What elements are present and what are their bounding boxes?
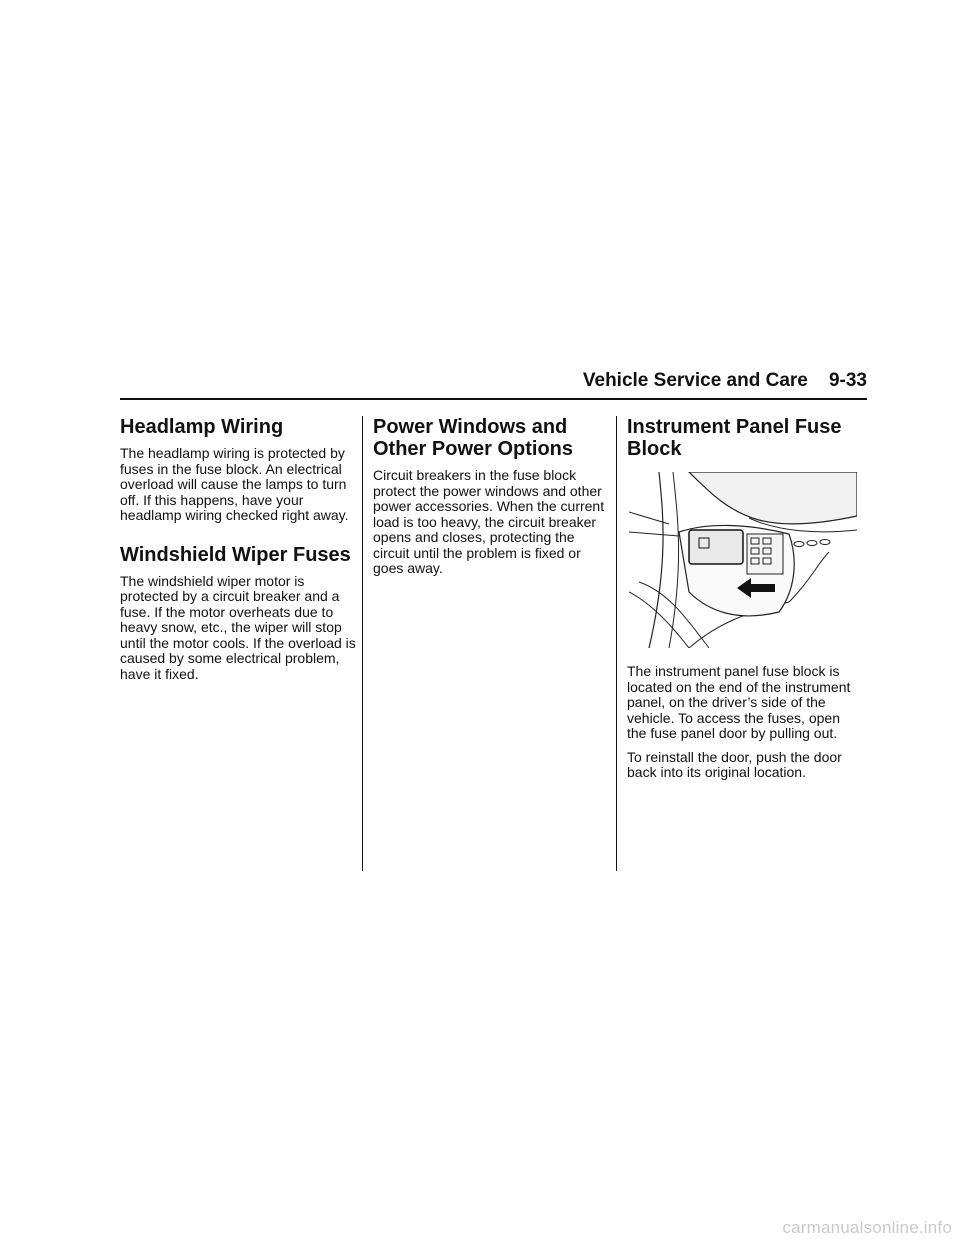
paragraph-fuse-block-location: The instrument panel fuse block is located on the end of the instrument panel, on the driver’s side of the vehicle. To access the fuses, open the fuse panel door by pulling out. [627,663,851,741]
page-number: 9-33 [828,370,867,391]
page-header [120,370,867,394]
heading-windshield-wiper-fuses: Windshield Wiper Fuses [120,543,351,566]
paragraph-reinstall-door: To reinstall the door, push the door back into its original location. [627,748,842,780]
header-title: Vehicle Service and Care 9-33 [582,370,867,391]
watermark: carmanualsonline.info [782,1218,952,1237]
heading-instrument-panel-fuse-block: Instrument Panel Fuse Block [627,416,842,460]
column-middle [373,416,606,585]
column-right [627,416,862,789]
column-divider-2 [616,416,617,871]
heading-headlamp-wiring: Headlamp Wiring [120,416,284,438]
column-divider-1 [362,416,363,871]
header-rule [120,398,867,400]
heading-power-windows: Power Windows and Other Power Options [373,416,574,460]
paragraph-power-windows: Circuit breakers in the fuse block protect the power windows and other power accessories. When the current load is too heavy, the circuit breaker opens and closes, protecting the circuit until the problem is fixed or goes away. [373,467,605,576]
fuse-block-illustration [629,472,857,648]
column-left [120,416,356,690]
paragraph-headlamp-wiring: The headlamp wiring is protected by fuses in the fuse block. An electrical overload will cause the lamps to turn off. If this happens, have your headlamp wiring checked right away. [120,445,349,523]
paragraph-windshield-wiper-fuses: The windshield wiper motor is protected by a circuit breaker and a fuse. If the motor overheats due to heavy snow, etc., the wiper will stop until the motor cools. If the overload is caused by some electrical problem, have it fixed. [120,572,356,682]
